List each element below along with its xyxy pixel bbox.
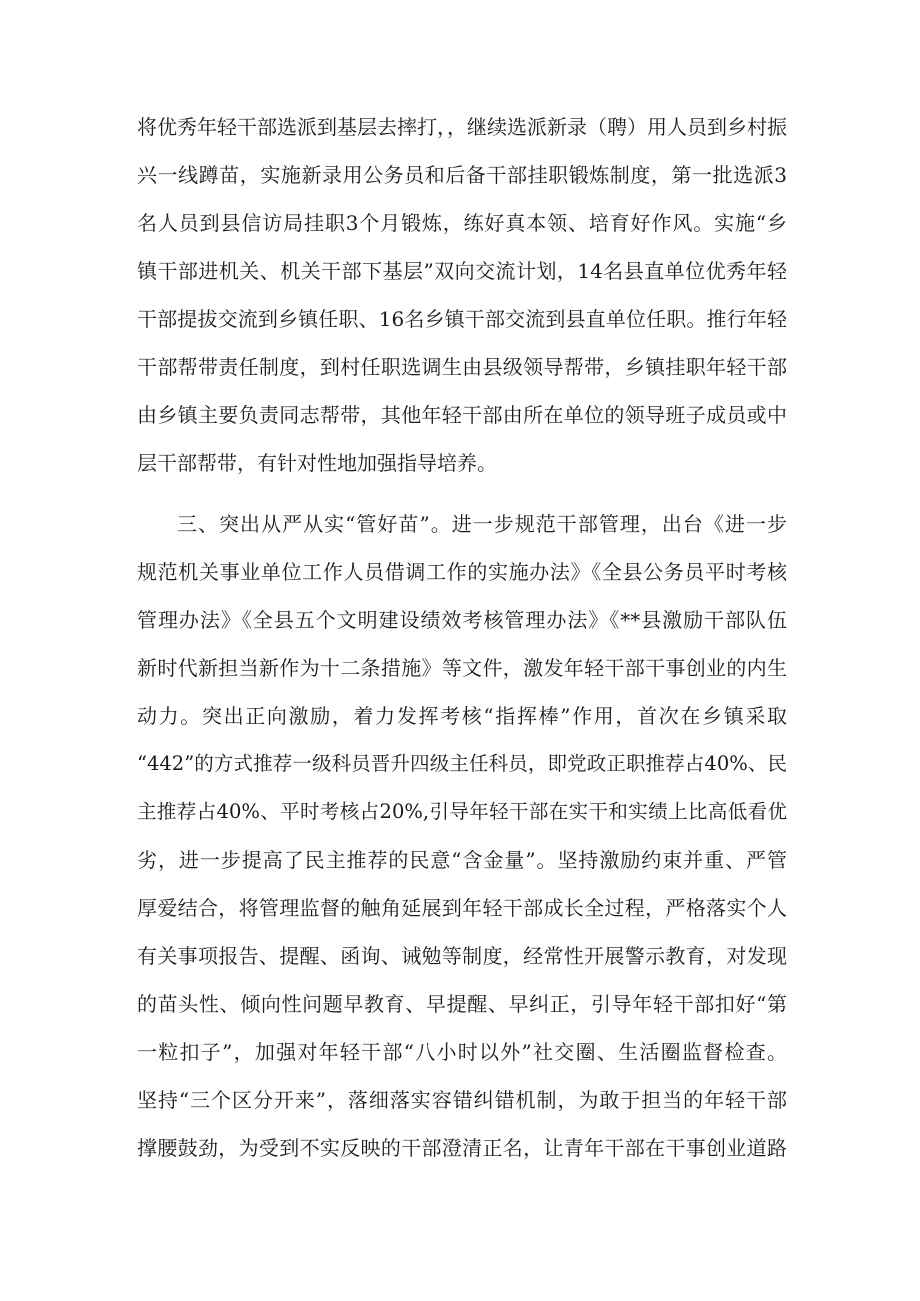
text-line: 管理办法》《全县五个文明建设绩效考核管理办法》《**县激励干部队伍 [137,608,787,632]
text-line: 由乡镇主要负责同志帮带，其他年轻干部由所在单位的领导班子成员或中 [137,403,787,427]
text-line: 干部提拔交流到乡镇任职、16名乡镇干部交流到县直单位任职。推行年轻 [137,307,787,331]
text-line: 兴一线蹲苗，实施新录用公务员和后备干部挂职锻炼制度，第一批选派3 [137,163,787,187]
text-line: 有关事项报告、提醒、函询、诫勉等制度，经常性开展警示教育，对发现 [137,944,787,968]
text-line: 厚爱结合，将管理监督的触角延展到年轻干部成长全过程，严格落实个人 [137,896,787,920]
text-line: 主推荐占40%、平时考核占20%,引导年轻干部在实干和实绩上比高低看优 [137,800,787,823]
text-line: “442”的方式推荐一级科员晋升四级主任科员，即党政正职推荐占40%、民 [137,752,787,775]
text-line: 层干部帮带，有针对性地加强指导培养。 [137,451,497,475]
text-line: 动力。突出正向激励，着力发挥考核“指挥棒”作用，首次在乡镇采取 [137,704,787,728]
text-line: 将优秀年轻干部选派到基层去摔打，，继续选派新录（聘）用人员到乡村振 [137,115,787,139]
text-line: 镇干部进机关、机关干部下基层”双向交流计划，14名县直单位优秀年轻 [137,259,787,283]
paragraph-start-line: 三、突出从严从实“管好苗”。进一步规范干部管理，出台《进一步 [177,512,787,536]
text-line: 规范机关事业单位工作人员借调工作的实施办法》《全县公务员平时考核 [137,560,787,584]
text-line: 一粒扣子”，加强对年轻干部“八小时以外”社交圈、生活圈监督检查。 [137,1040,787,1064]
text-line: 新时代新担当新作为十二条措施》等文件，激发年轻干部干事创业的内生 [137,656,787,680]
text-line: 撑腰鼓劲，为受到不实反映的干部澄清正名，让青年干部在干事创业道路 [137,1136,787,1160]
text-line: 名人员到县信访局挂职3个月锻炼，练好真本领、培育好作风。实施“乡 [137,211,787,235]
text-line: 劣，进一步提高了民主推荐的民意“含金量”。坚持激励约束并重、严管 [137,848,787,872]
text-line: 干部帮带责任制度，到村任职选调生由县级领导帮带，乡镇挂职年轻干部 [137,355,787,379]
text-line: 的苗头性、倾向性问题早教育、早提醒、早纠正，引导年轻干部扣好“第 [137,992,787,1016]
text-line: 坚持“三个区分开来”，落细落实容错纠错机制，为敢于担当的年轻干部 [137,1088,787,1112]
